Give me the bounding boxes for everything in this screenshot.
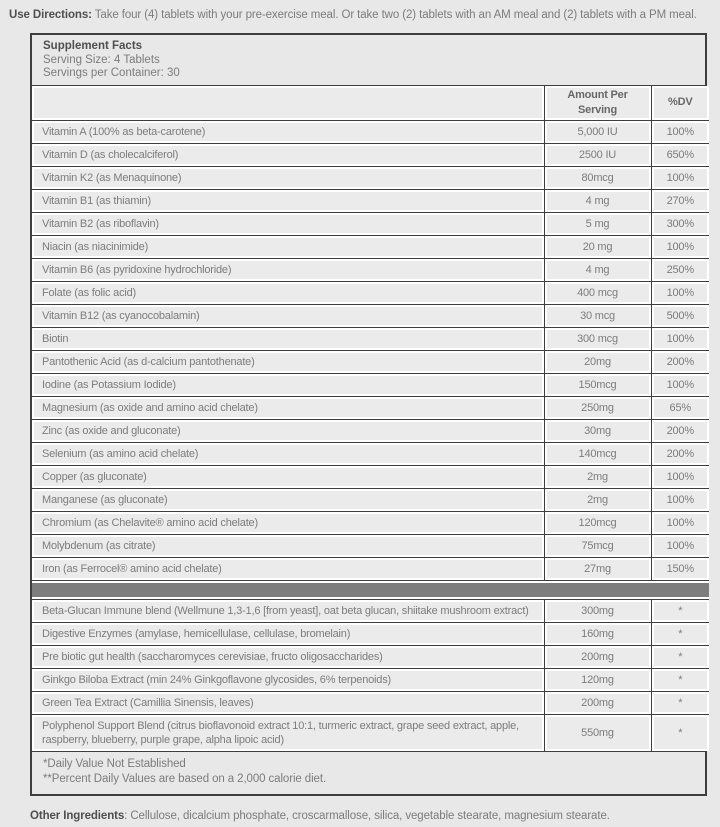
- nutrient-dv-cell: 650%: [651, 143, 709, 166]
- nutrient-row: [32, 488, 709, 511]
- nutrient-name-cell: Niacin (as niacinimide): [32, 235, 544, 258]
- panel-head: [32, 35, 705, 86]
- nutrient-name-cell: Zinc (as oxide and gluconate): [32, 419, 544, 442]
- nutrient-dv-cell: *: [651, 714, 709, 751]
- nutrient-amount-cell: 300mg: [544, 599, 651, 622]
- nutrient-amount-cell: 160mg: [544, 622, 651, 645]
- nutrient-name-cell: Vitamin A (100% as beta-carotene): [32, 120, 544, 143]
- section-separator-bar: [32, 580, 709, 599]
- nutrient-dv-cell: 100%: [651, 534, 709, 557]
- nutrient-dv-cell: *: [651, 668, 709, 691]
- nutrient-dv-cell: 65%: [651, 396, 709, 419]
- nutrient-dv-cell: 200%: [651, 442, 709, 465]
- section-separator-row: [32, 580, 709, 599]
- nutrient-row: [32, 189, 709, 212]
- nutrient-amount-cell: 2mg: [544, 465, 651, 488]
- nutrient-row: [32, 143, 709, 166]
- nutrient-name-cell: Manganese (as gluconate): [32, 488, 544, 511]
- nutrient-row: [32, 120, 709, 143]
- nutrient-dv-cell: *: [651, 645, 709, 668]
- use-directions-text: Take four (4) tablets with your pre-exercise meal. Or take two (2) tablets with an AM meal and (2) tablets with a PM meal.: [91, 9, 697, 21]
- nutrient-row: [32, 534, 709, 557]
- nutrient-row: [32, 327, 709, 350]
- nutrient-amount-cell: 4 mg: [544, 189, 651, 212]
- nutrient-amount-cell: 150mcg: [544, 373, 651, 396]
- nutrient-amount-cell: 2mg: [544, 488, 651, 511]
- header-dv-cell: %DV: [651, 86, 709, 121]
- nutrient-row: [32, 350, 709, 373]
- nutrient-row: [32, 645, 709, 668]
- header-name-cell: [32, 86, 544, 121]
- nutrient-dv-cell: *: [651, 622, 709, 645]
- nutrient-dv-cell: 500%: [651, 304, 709, 327]
- nutrient-name-cell: Chromium (as Chelavite® amino acid chelate): [32, 511, 544, 534]
- table-header-row: [32, 86, 709, 121]
- nutrient-row: [32, 166, 709, 189]
- nutrient-row: [32, 714, 709, 751]
- nutrient-dv-cell: *: [651, 599, 709, 622]
- other-ingredients-text: : Cellulose, dicalcium phosphate, croscarmallose, silica, vegetable stearate, magnesium stearate.: [124, 809, 610, 822]
- other-ingredients: [30, 809, 707, 823]
- nutrient-name-cell: Ginkgo Biloba Extract (min 24% Ginkgoflavone glycosides, 6% terpenoids): [32, 668, 544, 691]
- use-directions: [9, 8, 707, 22]
- nutrient-name-cell: Vitamin B1 (as thiamin): [32, 189, 544, 212]
- nutrient-rows: [32, 120, 709, 751]
- nutrient-dv-cell: *: [651, 691, 709, 714]
- nutrient-row: [32, 304, 709, 327]
- nutrient-amount-cell: 200mg: [544, 691, 651, 714]
- nutrient-amount-cell: 120mg: [544, 668, 651, 691]
- nutrient-amount-cell: 20 mg: [544, 235, 651, 258]
- nutrient-amount-cell: 140mcg: [544, 442, 651, 465]
- nutrient-dv-cell: 150%: [651, 557, 709, 580]
- nutrient-row: [32, 668, 709, 691]
- nutrient-name-cell: Beta-Glucan Immune blend (Wellmune 1,3-1,6 [from yeast], oat beta glucan, shiitake mushroom extract): [32, 599, 544, 622]
- nutrient-dv-cell: 100%: [651, 373, 709, 396]
- nutrient-name-cell: Vitamin B2 (as riboflavin): [32, 212, 544, 235]
- nutrient-name-cell: Digestive Enzymes (amylase, hemicellulase, cellulase, bromelain): [32, 622, 544, 645]
- nutrient-amount-cell: 20mg: [544, 350, 651, 373]
- nutrient-name-cell: Pre biotic gut health (saccharomyces cerevisiae, fructo oligosaccharides): [32, 645, 544, 668]
- use-directions-label: Use Directions:: [9, 9, 92, 21]
- nutrient-amount-cell: 300 mcg: [544, 327, 651, 350]
- nutrient-row: [32, 465, 709, 488]
- nutrient-name-cell: Copper (as gluconate): [32, 465, 544, 488]
- nutrient-row: [32, 419, 709, 442]
- nutrient-name-cell: Green Tea Extract (Camillia Sinensis, leaves): [32, 691, 544, 714]
- nutrient-name-cell: Vitamin D (as cholecalciferol): [32, 143, 544, 166]
- nutrient-name-cell: Pantothenic Acid (as d-calcium pantothenate): [32, 350, 544, 373]
- nutrient-name-cell: Vitamin K2 (as Menaquinone): [32, 166, 544, 189]
- nutrient-dv-cell: 250%: [651, 258, 709, 281]
- nutrient-row: [32, 511, 709, 534]
- header-amount-cell: Amount Per Serving: [544, 86, 651, 121]
- nutrient-dv-cell: 200%: [651, 419, 709, 442]
- nutrient-name-cell: Iodine (as Potassium Iodide): [32, 373, 544, 396]
- nutrient-name-cell: Molybdenum (as citrate): [32, 534, 544, 557]
- nutrient-amount-cell: 27mg: [544, 557, 651, 580]
- nutrient-name-cell: Polyphenol Support Blend (citrus bioflavonoid extract 10:1, turmeric extract, grape seed extract, apple, raspberry, blueberry, purple grape, alpha lipoic acid): [32, 714, 544, 751]
- nutrient-dv-cell: 100%: [651, 488, 709, 511]
- nutrient-dv-cell: 270%: [651, 189, 709, 212]
- nutrient-name-cell: Folate (as folic acid): [32, 281, 544, 304]
- nutrient-amount-cell: 120mcg: [544, 511, 651, 534]
- nutrient-amount-cell: 80mcg: [544, 166, 651, 189]
- nutrient-amount-cell: 5,000 IU: [544, 120, 651, 143]
- nutrient-amount-cell: 400 mcg: [544, 281, 651, 304]
- nutrient-name-cell: Iron (as Ferrocel® amino acid chelate): [32, 557, 544, 580]
- nutrient-name-cell: Selenium (as amino acid chelate): [32, 442, 544, 465]
- nutrient-table: [32, 86, 709, 751]
- panel-footnotes: [32, 751, 705, 794]
- nutrient-dv-cell: 100%: [651, 166, 709, 189]
- nutrient-amount-cell: 75mcg: [544, 534, 651, 557]
- nutrient-dv-cell: 100%: [651, 235, 709, 258]
- nutrient-row: [32, 212, 709, 235]
- other-ingredients-label: Other Ingredients: [30, 809, 125, 822]
- nutrient-row: [32, 442, 709, 465]
- nutrient-row: [32, 235, 709, 258]
- nutrient-row: [32, 373, 709, 396]
- nutrient-row: [32, 622, 709, 645]
- nutrient-row: [32, 691, 709, 714]
- nutrient-dv-cell: 100%: [651, 511, 709, 534]
- nutrient-name-cell: Vitamin B6 (as pyridoxine hydrochloride): [32, 258, 544, 281]
- nutrient-row: [32, 599, 709, 622]
- nutrient-row: [32, 281, 709, 304]
- nutrient-amount-cell: 550mg: [544, 714, 651, 751]
- nutrient-name-cell: Biotin: [32, 327, 544, 350]
- nutrient-dv-cell: 100%: [651, 327, 709, 350]
- nutrient-amount-cell: 4 mg: [544, 258, 651, 281]
- nutrient-dv-cell: 200%: [651, 350, 709, 373]
- nutrient-name-cell: Vitamin B12 (as cyanocobalamin): [32, 304, 544, 327]
- nutrient-dv-cell: 300%: [651, 212, 709, 235]
- nutrient-amount-cell: 2500 IU: [544, 143, 651, 166]
- footnote-dv-not-established: *Daily Value Not Established: [43, 757, 186, 770]
- nutrient-name-cell: Magnesium (as oxide and amino acid chelate): [32, 396, 544, 419]
- nutrient-row: [32, 396, 709, 419]
- panel-title: Supplement Facts: [43, 40, 143, 52]
- supplement-facts-panel: [30, 33, 707, 796]
- nutrient-amount-cell: 5 mg: [544, 212, 651, 235]
- nutrient-dv-cell: 100%: [651, 281, 709, 304]
- servings-per-container: Servings per Container: 30: [43, 67, 180, 79]
- nutrient-row: [32, 557, 709, 580]
- serving-size: Serving Size: 4 Tablets: [43, 53, 160, 66]
- nutrient-amount-cell: 200mg: [544, 645, 651, 668]
- nutrient-amount-cell: 250mg: [544, 396, 651, 419]
- nutrient-row: [32, 258, 709, 281]
- nutrient-dv-cell: 100%: [651, 120, 709, 143]
- nutrient-amount-cell: 30 mcg: [544, 304, 651, 327]
- nutrient-amount-cell: 30mg: [544, 419, 651, 442]
- footnote-percent-dv: **Percent Daily Values are based on a 2,000 calorie diet.: [43, 772, 327, 785]
- nutrient-dv-cell: 100%: [651, 465, 709, 488]
